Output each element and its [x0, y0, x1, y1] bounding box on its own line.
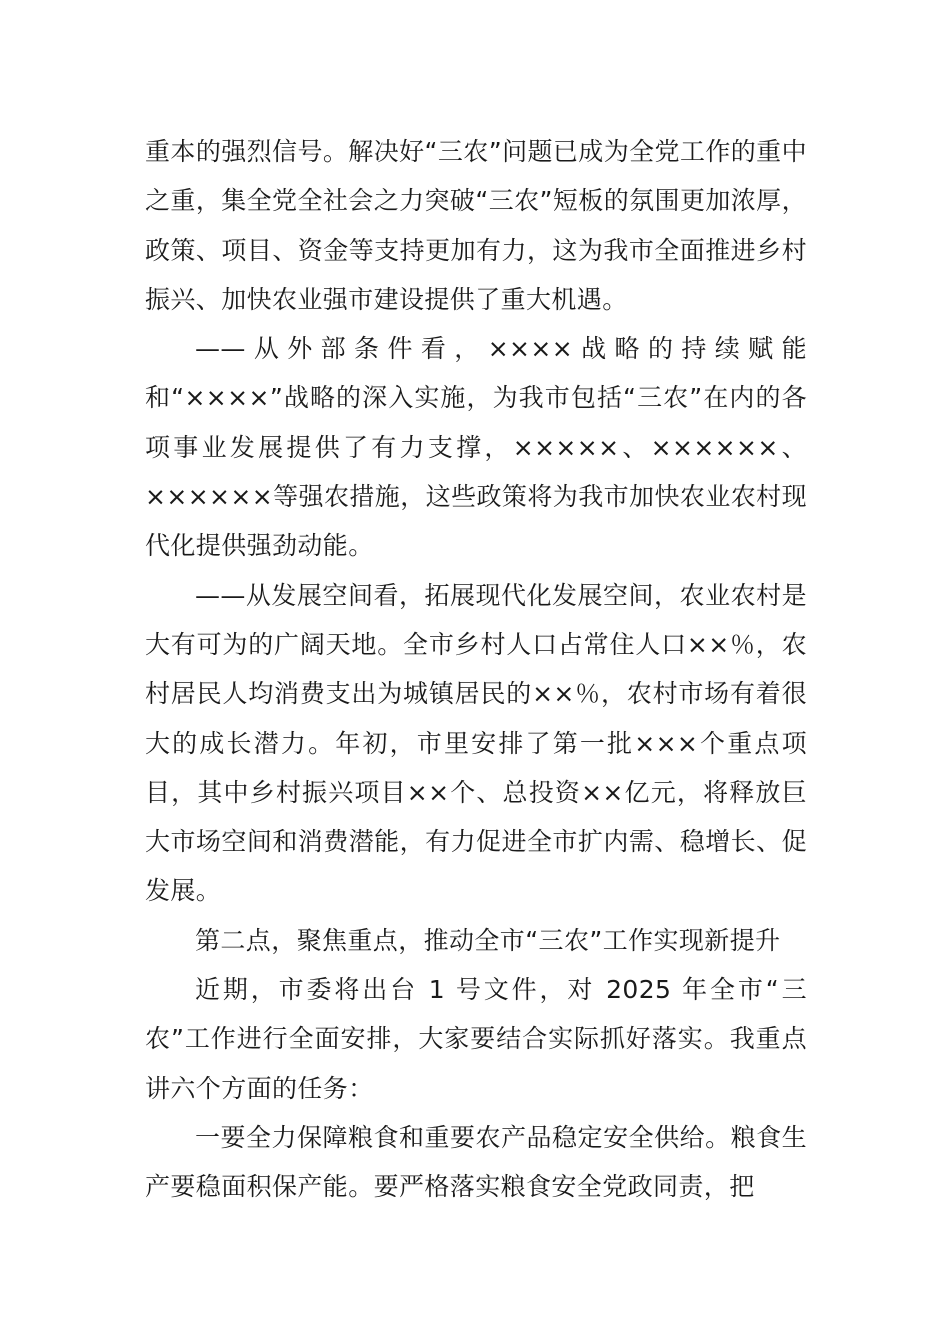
paragraph-external-conditions: ——从外部条件看，××××战略的持续赋能和“××××”战略的深入实施，为我市包括“三农”在内的各项事业发展提供了有力支撑，×××××、××××××、××××××等强农措施，这些政策将为我市加快农业农村现代化提供强劲动能。: [145, 334, 807, 561]
paragraph-development-space: ——从发展空间看，拓展现代化发展空间，农业农村是大有可为的广阔天地。全市乡村人口占常住人口××％，农村居民人均消费支出为城镇居民的××％，农村市场有着很大的成长潜力。年初，市里安排了第一批×××个重点项目，其中乡村振兴项目××个、总投资××亿元，将释放巨大市场空间和消费潜能，有力促进全市扩内需、稳增长、促发展。: [145, 580, 807, 906]
section-heading-point-two: 第二点，聚焦重点，推动全市“三农”工作实现新提升: [195, 925, 781, 955]
document-body: [145, 127, 807, 1212]
paragraph-continuation: 重本的强烈信号。解决好“三农”问题已成为全党工作的重中之重，集全党全社会之力突破“三农”短板的氛围更加浓厚，政策、项目、资金等支持更加有力，这为我市全面推进乡村振兴、加快农业强市建设提供了重大机遇。: [145, 137, 807, 314]
paragraph-document-one: 近期，市委将出台 1 号文件，对 2025 年全市“三农”工作进行全面安排，大家要结合实际抓好落实。我重点讲六个方面的任务：: [145, 975, 807, 1103]
paragraph-task-one: 一要全力保障粮食和重要农产品稳定安全供给。粮食生产要稳面积保产能。要严格落实粮食安全党政同责，把: [145, 1122, 807, 1202]
